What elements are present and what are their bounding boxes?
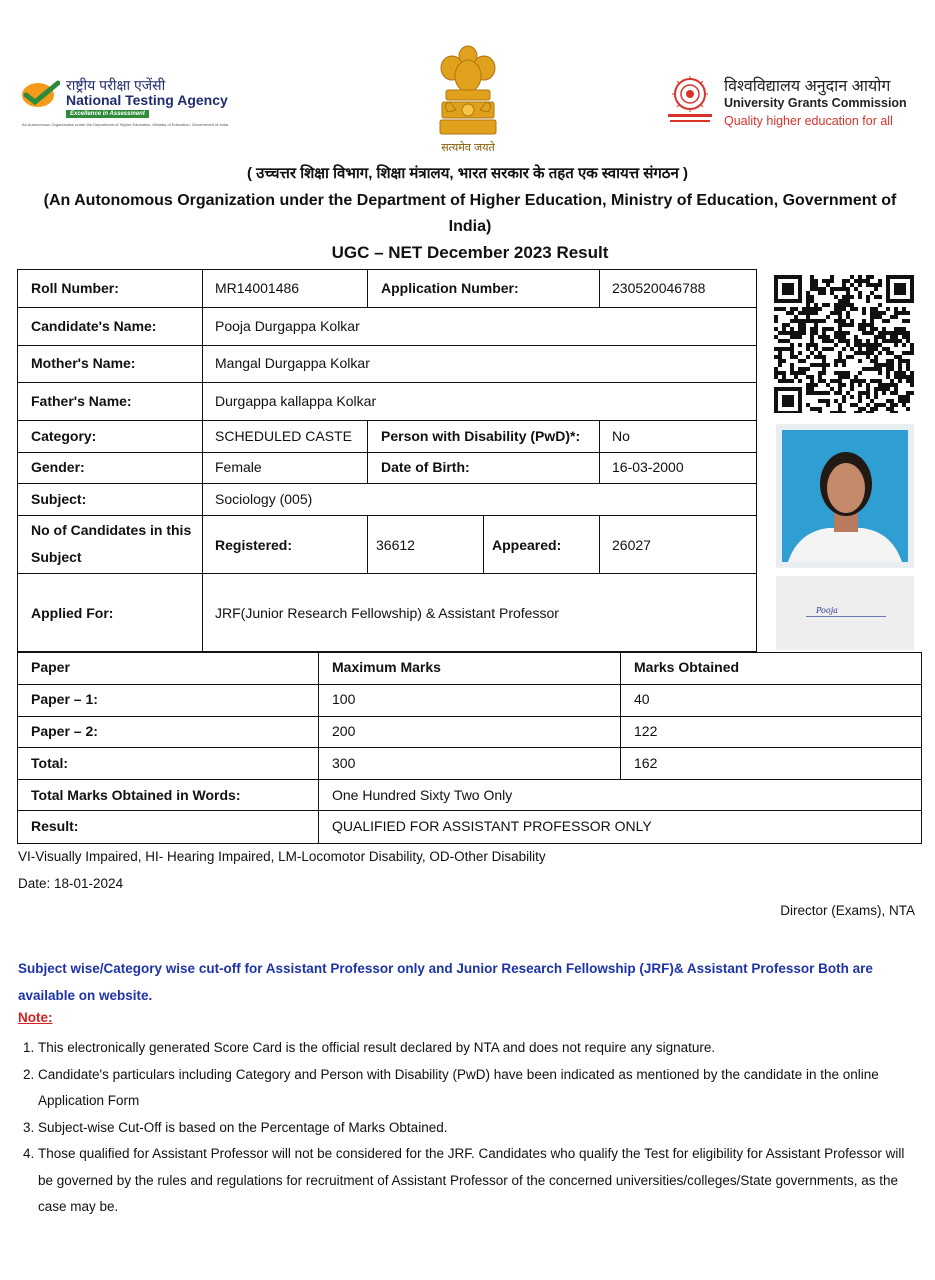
nta-name: National Testing Agency: [66, 92, 228, 108]
ugc-tagline: Quality higher education for all: [724, 114, 893, 128]
father-name-label: Father's Name:: [31, 393, 132, 409]
candidate-name-value: Pooja Durgappa Kolkar: [215, 318, 360, 334]
category-label: Category:: [31, 428, 97, 444]
father-name-value: Durgappa kallappa Kolkar: [215, 393, 377, 409]
qr-code: [774, 275, 914, 413]
candidate-name-label: Candidate's Name:: [31, 318, 157, 334]
gender-value: Female: [215, 459, 262, 475]
application-number-label: Application Number:: [381, 280, 519, 296]
nta-small-text: An Autonomous Organization under the Department of Higher Education, Ministry of Education, Government of India: [22, 122, 229, 127]
marks-row-max: 300: [332, 755, 356, 771]
gender-label: Gender:: [31, 459, 85, 475]
applied-for-label: Applied For:: [31, 605, 114, 621]
nta-logo: [20, 76, 275, 136]
pwd-label: Person with Disability (PwD)*:: [381, 428, 581, 444]
director-signature-line: Director (Exams), NTA: [780, 903, 915, 918]
application-number-value: 230520046788: [612, 280, 706, 296]
category-value: SCHEDULED CASTE: [215, 428, 352, 444]
pwd-value: No: [612, 428, 630, 444]
col-max-marks-header: Maximum Marks: [332, 659, 441, 675]
emblem-motto: सत्यमेव जयते: [441, 142, 495, 154]
issue-date: Date: 18-01-2024: [18, 876, 124, 891]
disability-legend: VI-Visually Impaired, HI- Hearing Impaired, LM-Locomotor Disability, OD-Other Disability: [18, 849, 546, 864]
col-marks-obtained-header: Marks Obtained: [634, 659, 740, 675]
signature-text: Pooja: [816, 606, 838, 615]
note-heading: Note:: [18, 1010, 53, 1025]
mother-name-value: Mangal Durgappa Kolkar: [215, 355, 370, 371]
no-candidates-label: No of Candidates in this: [31, 522, 192, 538]
appeared-value: 26027: [612, 537, 651, 553]
marks-row-obtained: 122: [634, 723, 658, 739]
registered-label: Registered:: [215, 537, 293, 553]
mother-name-label: Mother's Name:: [31, 355, 136, 371]
applied-for-value: JRF(Junior Research Fellowship) & Assistant Professor: [215, 605, 559, 621]
result-title: UGC – NET December 2023 Result: [331, 243, 609, 262]
ugc-name: University Grants Commission: [724, 96, 907, 110]
cutoff-notice: Subject wise/Category wise cut-off for Assistant Professor only and Junior Research Fellowship (JRF)& Assistant Professor Both are available on website.: [18, 961, 873, 1003]
appeared-label: Appeared:: [492, 537, 562, 553]
org-description-hindi: ( उच्चत्तर शिक्षा विभाग, शिक्षा मंत्रालय, भारत सरकार के तहत एक स्वायत्त संगठन ): [246, 165, 689, 182]
national-emblem: [432, 42, 504, 158]
nta-name-hindi: राष्ट्रीय परीक्षा एजेंसी: [66, 77, 166, 93]
subject-label: Subject:: [31, 491, 87, 507]
ugc-logo: [664, 74, 929, 130]
roll-number-label: Roll Number:: [31, 280, 119, 296]
marks-row-obtained: 162: [634, 755, 658, 771]
roll-number-value: MR14001486: [215, 280, 300, 296]
marks-row-max: 100: [332, 691, 356, 707]
org-description-english: (An Autonomous Organization under the Department of Higher Education, Ministry of Education, Government of India): [43, 192, 897, 235]
ugc-name-hindi: विश्वविद्यालय अनुदान आयोग: [724, 78, 891, 95]
dob-label: Date of Birth:: [381, 459, 470, 475]
marks-row-obtained: 40: [634, 691, 650, 707]
candidate-photo: [776, 424, 914, 568]
ugc-emblem-icon: [664, 74, 716, 126]
nta-tick-icon: [20, 80, 60, 108]
note-item: 4. Those qualified for Assistant Professor will not be considered for the JRF. Candidates who qualify the Test for eligibility for Assistant Professor will be governed by the rules and regulations for recruitment of Assistant Professor of the concerned universities/colleges/State governments, as the case may be.: [38, 1141, 923, 1221]
candidate-signature: [776, 576, 914, 650]
marks-in-words-value: One Hundred Sixty Two Only: [332, 787, 513, 803]
result-label: Result:: [31, 818, 79, 834]
col-paper-header: Paper: [31, 659, 70, 675]
nta-tagline: Excellence in Assessment: [66, 110, 149, 118]
subject-value: Sociology (005): [215, 491, 313, 507]
marks-row-max: 200: [332, 723, 356, 739]
result-value: QUALIFIED FOR ASSISTANT PROFESSOR ONLY: [332, 818, 652, 834]
marks-table: [17, 652, 922, 844]
marks-row-label: Total:: [31, 755, 69, 771]
registered-value: 36612: [376, 537, 415, 553]
candidate-portrait-icon: [776, 424, 914, 568]
dob-value: 16-03-2000: [612, 459, 684, 475]
note-item: 1. This electronically generated Score Card is the official result declared by NTA and does not require any signature.: [38, 1035, 923, 1062]
marks-row-label: Paper – 2:: [31, 723, 98, 739]
marks-in-words-label: Total Marks Obtained in Words:: [31, 787, 241, 803]
note-item: 2. Candidate's particulars including Category and Person with Disability (PwD) have been indicated as mentioned by the candidate in the online Application Form: [38, 1062, 923, 1115]
ashoka-emblem-icon: [432, 42, 504, 140]
no-candidates-label-line2: Subject: [31, 549, 82, 565]
marks-row-label: Paper – 1:: [31, 691, 98, 707]
note-item: 3. Subject-wise Cut-Off is based on the Percentage of Marks Obtained.: [38, 1115, 923, 1142]
notes-list: [18, 1035, 923, 1221]
